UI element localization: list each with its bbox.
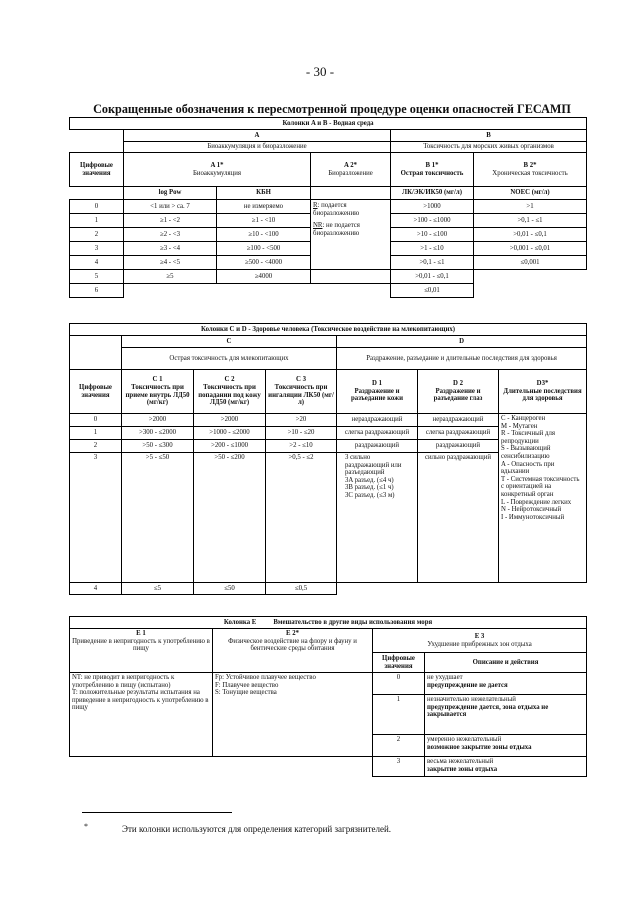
footnote-text: Эти колонки используются для определения категорий загрязнителей. bbox=[122, 824, 392, 834]
e3-line2: возможное закрытие зоны отдыха bbox=[427, 743, 532, 751]
logpow-cell: ≥3 - <4 bbox=[124, 242, 217, 256]
d3-item: N - Нейротоксичный bbox=[501, 506, 562, 514]
c3-code: C 3 bbox=[295, 376, 306, 384]
kbn-cell: ≥4000 bbox=[217, 270, 311, 284]
a1-name: Биоаккумуляция bbox=[192, 169, 242, 177]
e3-line2: закрытие зоны отдыха bbox=[427, 765, 498, 773]
table-row bbox=[70, 284, 587, 298]
c3-name: Токсичность при ингаляции ЛК50 (мг/л) bbox=[268, 383, 334, 407]
c1-cell: >2000 bbox=[122, 414, 194, 427]
value-cell: 3 bbox=[70, 453, 122, 583]
b2-cell: >0,001 - ≤0,01 bbox=[474, 242, 587, 256]
a1-code: A 1* bbox=[210, 161, 224, 169]
d1-cell: раздражающий bbox=[337, 440, 418, 453]
column-a-label: A bbox=[124, 130, 391, 142]
c3-cell: >20 bbox=[266, 414, 337, 427]
toxicity-title: Токсичность для морских живых организмов bbox=[391, 142, 587, 153]
b2-name: Хроническая токсичность bbox=[492, 169, 568, 177]
table-row bbox=[70, 673, 587, 695]
e1-code: E 1 bbox=[136, 630, 146, 637]
b2-cell: >0,01 - ≤0,1 bbox=[474, 228, 587, 242]
e1-t: T: положительные результаты испытания на приведение в непригодность к употреблению в пищу bbox=[72, 689, 209, 712]
b1-code: B 1* bbox=[425, 161, 439, 169]
e3-name: Ухудшение прибрежных зон отдыха bbox=[427, 640, 532, 648]
a2-nr-code: NR bbox=[313, 222, 323, 230]
d3-item: R - Токсичный для репродукции bbox=[501, 430, 555, 445]
d3-item: L - Повреждение легких bbox=[501, 498, 572, 506]
e2-content-cell bbox=[213, 673, 373, 757]
b2-cell: ≤0,001 bbox=[474, 256, 587, 270]
footnote-divider bbox=[82, 812, 232, 813]
value-cell: 4 bbox=[70, 583, 122, 595]
d1-cell: слегка раздражающий bbox=[337, 427, 418, 440]
a2-r-code: R bbox=[313, 202, 318, 209]
table-columns-a-b bbox=[69, 117, 587, 298]
table-e-heading bbox=[70, 617, 587, 629]
acute-toxicity-title: Острая токсичность для млекопитающих bbox=[122, 348, 337, 370]
kbn-cell: ≥10 - <100 bbox=[217, 228, 311, 242]
e3-line2: предупреждение не дается bbox=[427, 681, 508, 689]
e3-line1: незначительно нежелательный bbox=[427, 696, 516, 703]
c1-code: C 1 bbox=[152, 376, 163, 384]
value-cell: 6 bbox=[70, 284, 124, 298]
e3-line1: умеренно нежелательный bbox=[427, 736, 502, 743]
kbn-header: КБН bbox=[217, 187, 311, 200]
b1-cell: >1000 bbox=[391, 200, 474, 214]
column-e-label: Колонка E bbox=[223, 618, 257, 626]
c3-cell: >0,5 - ≤2 bbox=[266, 453, 337, 583]
b1-cell: >100 - ≤1000 bbox=[391, 214, 474, 228]
column-c-label: C bbox=[122, 336, 337, 348]
c2-cell: >200 - ≤1000 bbox=[194, 440, 266, 453]
e3-value-cell: 0 bbox=[373, 673, 425, 695]
e3-line1: весьма нежелательный bbox=[427, 758, 494, 765]
e3-numeric-header: Цифровые значения bbox=[373, 653, 425, 673]
e3-line2: предупреждение дается, зона отдыха не закрывается bbox=[427, 703, 549, 719]
kbn-cell: ≥100 - <500 bbox=[217, 242, 311, 256]
e3-value-cell: 2 bbox=[373, 735, 425, 757]
table-row bbox=[70, 270, 587, 284]
c2-cell: >2000 bbox=[194, 414, 266, 427]
value-cell: 5 bbox=[70, 270, 124, 284]
d3-code: D3* bbox=[536, 380, 549, 388]
c2-name: Токсичность при попадании под кожу ЛД50 (мг/кг) bbox=[198, 383, 261, 407]
lk-header: ЛК/ЭК/ИК50 (мг/л) bbox=[391, 187, 474, 200]
c2-cell: >1000 - ≤2000 bbox=[194, 427, 266, 440]
logpow-header: log Pow bbox=[124, 187, 217, 200]
d3-item: C - Канцероген bbox=[501, 415, 546, 422]
value-cell: 0 bbox=[70, 414, 122, 427]
d3-item: T - Системная токсичность с ориентацией на конкретный орган bbox=[501, 475, 580, 498]
logpow-cell: ≥2 - <3 bbox=[124, 228, 217, 242]
d3-item: S - Вызывающий сенсибилизацию bbox=[501, 445, 551, 460]
column-b-label: B bbox=[391, 130, 587, 142]
logpow-cell: <1 или > ca. 7 bbox=[124, 200, 217, 214]
b1-cell: >0,01 - ≤0,1 bbox=[391, 270, 474, 284]
d3-item: A - Опасность при вдыхании bbox=[501, 460, 555, 476]
table-ab-heading: Колонки A и B - Водная среда bbox=[70, 118, 587, 130]
bioaccumulation-title: Биоаккумуляция и биоразложение bbox=[124, 142, 391, 153]
kbn-cell: ≥500 - <4000 bbox=[217, 256, 311, 270]
table-columns-c-d bbox=[69, 323, 587, 595]
d3-name: Длительные последствия для здоровья bbox=[503, 387, 582, 403]
value-cell: 1 bbox=[70, 214, 124, 228]
logpow-cell: ≥1 - <2 bbox=[124, 214, 217, 228]
value-cell: 1 bbox=[70, 427, 122, 440]
table-row bbox=[70, 414, 587, 427]
b1-cell: >1 - ≤10 bbox=[391, 242, 474, 256]
page-number: - 30 - bbox=[305, 64, 335, 79]
e1-name: Приведение в непригодность к употреблению в пищу bbox=[72, 637, 210, 653]
b2-cell: >1 bbox=[474, 200, 587, 214]
c3-cell: >2 - ≤10 bbox=[266, 440, 337, 453]
d3-item: M - Мутаген bbox=[501, 422, 538, 430]
d2-cell: нераздражающий bbox=[418, 414, 499, 427]
numeric-values-header: Цифровые значения bbox=[70, 370, 122, 414]
table-cd-heading: Колонки C и D - Здоровье человека (Токсическое воздействие на млекопитающих) bbox=[70, 324, 587, 336]
table-row bbox=[70, 583, 587, 595]
d1-row3-main: 3 сильно раздражающий или разъедающий bbox=[345, 454, 402, 477]
value-cell: 3 bbox=[70, 242, 124, 256]
b1-cell: >0,1 - ≤1 bbox=[391, 256, 474, 270]
c1-cell: >50 - ≤300 bbox=[122, 440, 194, 453]
e1-content-cell bbox=[70, 673, 213, 757]
d2-cell: сильно раздражающий bbox=[418, 453, 499, 583]
e2-s: S: Тонущие вещества bbox=[215, 689, 277, 697]
table-row bbox=[70, 200, 587, 214]
table-row bbox=[70, 757, 587, 777]
value-cell: 2 bbox=[70, 440, 122, 453]
value-cell: 2 bbox=[70, 228, 124, 242]
c1-cell: >5 - ≤50 bbox=[122, 453, 194, 583]
a2-biodegradation-cell bbox=[311, 200, 391, 270]
b2-cell: >0,1 - ≤1 bbox=[474, 214, 587, 228]
d2-cell: раздражающий bbox=[418, 440, 499, 453]
d1-row3-b: 3B разъед. (≤1 ч) bbox=[345, 484, 394, 492]
d1-cell: нераздражающий bbox=[337, 414, 418, 427]
noec-header: NOEC (мг/л) bbox=[474, 187, 587, 200]
d1-code: D 1 bbox=[371, 380, 382, 388]
e3-value-cell: 3 bbox=[373, 757, 425, 777]
c1-cell: >300 - ≤2000 bbox=[122, 427, 194, 440]
a2-code: A 2* bbox=[343, 161, 358, 169]
c1-name: Токсичность при приеме внутрь ЛД50 (мг/кг) bbox=[125, 383, 190, 407]
c2-cell: ≤50 bbox=[194, 583, 266, 595]
d2-code: D 2 bbox=[452, 380, 463, 388]
irritation-title: Раздражение, разъедание и длительные последствия для здоровья bbox=[337, 348, 587, 370]
column-d-label: D bbox=[337, 336, 587, 348]
e3-description-header: Описание и действия bbox=[425, 653, 587, 673]
e2-code: E 2* bbox=[285, 630, 300, 637]
logpow-cell: ≥5 bbox=[124, 270, 217, 284]
b2-code: B 2* bbox=[523, 161, 537, 169]
kbn-cell: ≥1 - <10 bbox=[217, 214, 311, 228]
document-title: Сокращенные обозначения к пересмотренной процедуре оценки опасностей ГЕСАМП bbox=[93, 102, 571, 116]
d3-item: I - Иммунотоксичный bbox=[501, 513, 565, 521]
b1-cell: ≤0,01 bbox=[391, 284, 474, 298]
d2-name: Раздражение и разъедание глаз bbox=[433, 387, 483, 403]
e3-value-cell: 1 bbox=[373, 695, 425, 735]
c2-code: C 2 bbox=[224, 376, 235, 384]
e2-fp: Fp: Устойчивое плавучее вещество bbox=[215, 674, 316, 681]
value-cell: 4 bbox=[70, 256, 124, 270]
c1-cell: ≤5 bbox=[122, 583, 194, 595]
table-column-e bbox=[69, 616, 587, 777]
column-e-subtitle: Вмешательство в другие виды использования моря bbox=[273, 618, 433, 626]
d1-name: Раздражение и разъедание кожи bbox=[351, 387, 403, 403]
e1-nt: NT: не приводит в непригодность к употреблению в пищу (испытано) bbox=[72, 674, 175, 689]
e2-name: Физическое воздействие на флору и фауну и бентические среды обитания bbox=[228, 637, 357, 653]
c3-cell: ≤0,5 bbox=[266, 583, 337, 595]
d2-cell: слегка раздражающий bbox=[418, 427, 499, 440]
d3-long-term-effects-cell bbox=[499, 414, 587, 583]
e3-line1: не ухудшает bbox=[427, 674, 463, 681]
c2-cell: >50 - ≤200 bbox=[194, 453, 266, 583]
kbn-cell: не измеряемо bbox=[217, 200, 311, 214]
value-cell: 0 bbox=[70, 200, 124, 214]
b1-name: Острая токсичность bbox=[400, 169, 464, 177]
a2-r-text: : подается биоразложению bbox=[313, 202, 360, 217]
e3-code: E 3 bbox=[474, 632, 485, 640]
logpow-cell: ≥4 - <5 bbox=[124, 256, 217, 270]
b1-cell: >10 - ≤100 bbox=[391, 228, 474, 242]
d1-row3-c: 3C разъед. (≤3 м) bbox=[345, 491, 395, 499]
a2-nr-text: : не подается биоразложению bbox=[313, 222, 360, 237]
a2-name: Биоразложение bbox=[328, 169, 373, 177]
e2-f: F: Плавучее вещество bbox=[215, 681, 279, 689]
footnote-mark: * bbox=[84, 822, 88, 831]
d1-corrosive-cell bbox=[337, 453, 418, 583]
c3-cell: >10 - ≤20 bbox=[266, 427, 337, 440]
numeric-values-header: Цифровые значения bbox=[70, 153, 124, 187]
d1-row3-a: 3A разъед. (≤4 ч) bbox=[345, 476, 394, 484]
